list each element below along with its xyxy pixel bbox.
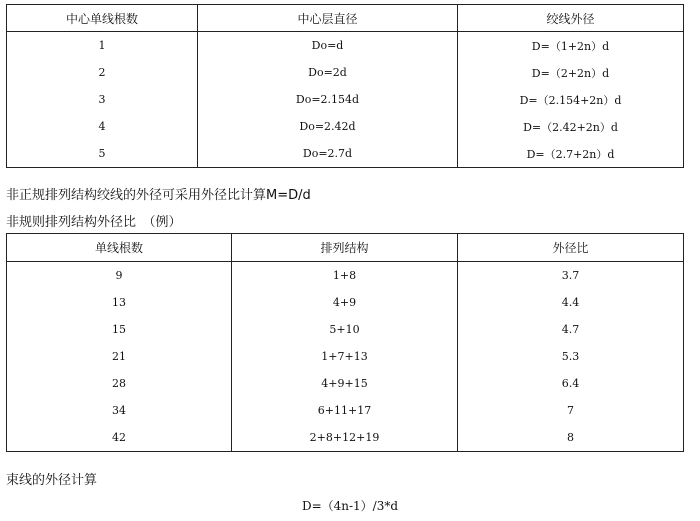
table-cell: Do=2.42d	[198, 113, 458, 140]
bundle-diameter-formula: D=（4n-1）/3*d	[301, 499, 399, 513]
header-center-wire-count: 中心单线根数	[7, 5, 198, 32]
table-row	[7, 424, 684, 452]
table-header-row	[7, 5, 684, 32]
table-cell: 6.4	[458, 370, 684, 397]
table-row	[7, 140, 684, 168]
table-row	[7, 113, 684, 140]
header-center-layer-diameter: 中心层直径	[198, 5, 458, 32]
header-wire-count: 单线根数	[7, 234, 232, 262]
header-arrangement: 排列结构	[232, 234, 458, 262]
table-row	[7, 32, 684, 60]
table-cell: D=（1+2n）d	[458, 32, 684, 60]
table-cell: 2	[7, 59, 198, 86]
table-row	[7, 316, 684, 343]
table-cell: 7	[458, 397, 684, 424]
header-strand-outer-diameter: 绞线外径	[458, 5, 684, 32]
table-row	[7, 397, 684, 424]
table-row	[7, 289, 684, 316]
table-cell: 5.3	[458, 343, 684, 370]
table-cell: 4+9+15	[232, 370, 458, 397]
table-row	[7, 343, 684, 370]
table-cell: 4+9	[232, 289, 458, 316]
table-cell: D=（2+2n）d	[458, 59, 684, 86]
table-row	[7, 86, 684, 113]
table-cell: Do=d	[198, 32, 458, 60]
bundle-diameter-heading: 束线的外径计算	[6, 473, 98, 488]
table-cell: 4.4	[458, 289, 684, 316]
table-cell: 28	[7, 370, 232, 397]
table-cell: D=（2.154+2n）d	[458, 86, 684, 113]
header-outer-ratio: 外径比	[458, 234, 684, 262]
table-cell: 1+7+13	[232, 343, 458, 370]
table-cell: 13	[7, 289, 232, 316]
outer-diameter-ratio-table	[6, 233, 684, 452]
irregular-ratio-caption: 非规则排列结构外径比 （例）	[6, 215, 182, 230]
table-cell: 5	[7, 140, 198, 168]
table-cell: 2+8+12+19	[232, 424, 458, 452]
table-cell: 5+10	[232, 316, 458, 343]
table-cell: D=（2.42+2n）d	[458, 113, 684, 140]
table-cell: 15	[7, 316, 232, 343]
table-cell: 3.7	[458, 262, 684, 290]
conductor-diameter-table	[6, 4, 684, 168]
table-row	[7, 59, 684, 86]
table-cell: 3	[7, 86, 198, 113]
table-cell: 34	[7, 397, 232, 424]
table-cell: 21	[7, 343, 232, 370]
table-header-row	[7, 234, 684, 262]
table-cell: 4	[7, 113, 198, 140]
table-row	[7, 262, 684, 290]
table-cell: D=（2.7+2n）d	[458, 140, 684, 168]
table-row	[7, 370, 684, 397]
table-cell: Do=2.154d	[198, 86, 458, 113]
table-cell: 9	[7, 262, 232, 290]
table-cell: 4.7	[458, 316, 684, 343]
table-cell: 6+11+17	[232, 397, 458, 424]
table-cell: Do=2d	[198, 59, 458, 86]
table-cell: 1	[7, 32, 198, 60]
outer-diameter-ratio-note: 非正规排列结构绞线的外径可采用外径比计算M=D/d	[6, 188, 311, 203]
table-cell: 42	[7, 424, 232, 452]
table-cell: 8	[458, 424, 684, 452]
table-cell: Do=2.7d	[198, 140, 458, 168]
table-cell: 1+8	[232, 262, 458, 290]
